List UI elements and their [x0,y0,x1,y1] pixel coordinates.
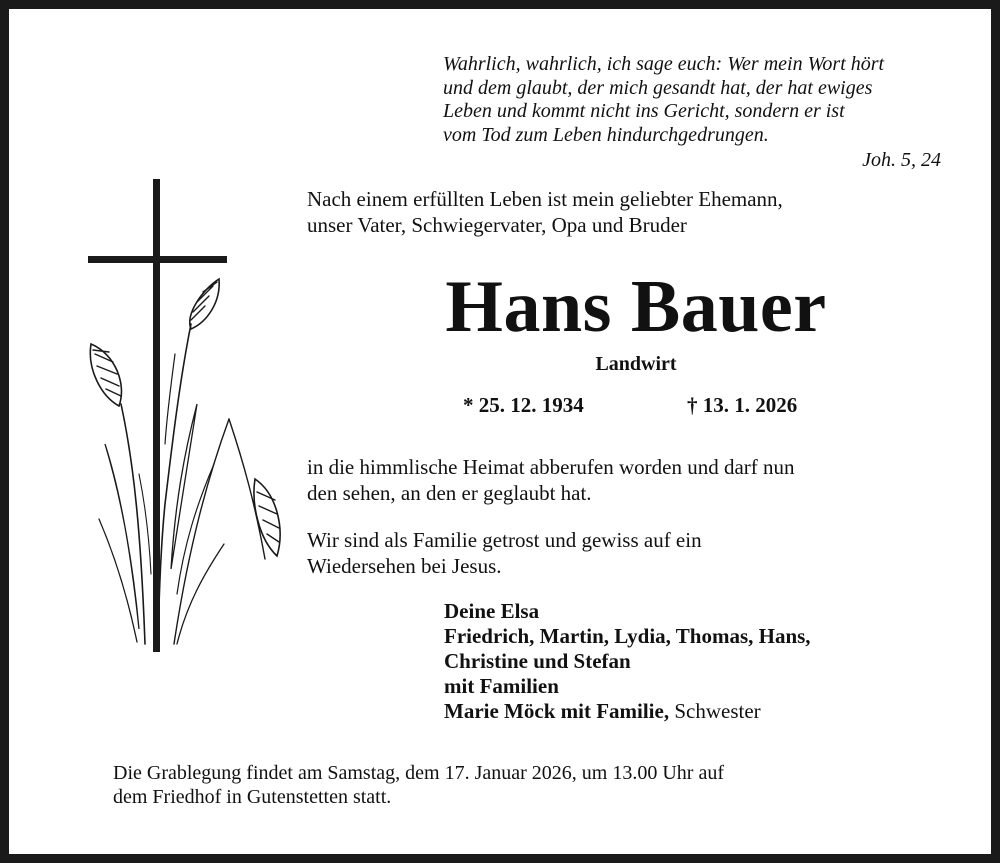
quote-line: vom Tod zum Leben hindurchgedrungen. [443,123,769,146]
mourner-line: Deine Elsa [444,599,540,623]
deceased-profession: Landwirt [595,353,677,375]
mourner-line: Friedrich, Martin, Lydia, Thomas, Hans, [444,624,811,648]
body-line: Wir sind als Familie getrost und gewiss auf ein [307,528,702,552]
quote-line: Leben und kommt nicht ins Gericht, sondern er ist [443,100,845,122]
body-line: Wiedersehen bei Jesus. [307,554,502,578]
sister-relation: Schwester [674,699,761,723]
burial-info [113,761,724,809]
body-paragraph-2 [307,527,702,579]
intro-line: Nach einem erfüllten Leben ist mein geliebter Ehemann, [307,187,783,211]
mourner-line: Christine und Stefan [444,649,631,673]
birth-date: * 25. 12. 1934 [463,393,584,417]
intro-text [307,186,783,238]
burial-line: dem Friedhof in Gutenstetten statt. [113,786,392,808]
body-paragraph-1 [307,454,795,506]
death-date: † 13. 1. 2026 [687,393,798,417]
bible-quote [443,53,943,147]
burial-line: Die Grablegung findet am Samstag, dem 17. Januar 2026, um 13.00 Uhr auf [113,762,724,784]
mourners-list [444,599,811,724]
body-line: den sehen, an den er geglaubt hat. [307,481,592,505]
deceased-name: Hans Bauer [445,266,827,348]
intro-line: unser Vater, Schwiegervater, Opa und Bruder [307,213,687,237]
quote-reference: Joh. 5, 24 [862,149,941,171]
sister-name: Marie Möck mit Familie, [444,699,670,723]
quote-line: und dem glaubt, der mich gesandt hat, der hat ewiges [443,76,873,99]
quote-line: Wahrlich, wahrlich, ich sage euch: Wer mein Wort hört [443,53,885,75]
mourner-line: mit Familien [444,674,559,698]
mourner-line-sister [444,699,811,724]
cross-with-wheat-icon [79,174,299,659]
body-line: in die himmlische Heimat abberufen worden und darf nun [307,455,795,479]
